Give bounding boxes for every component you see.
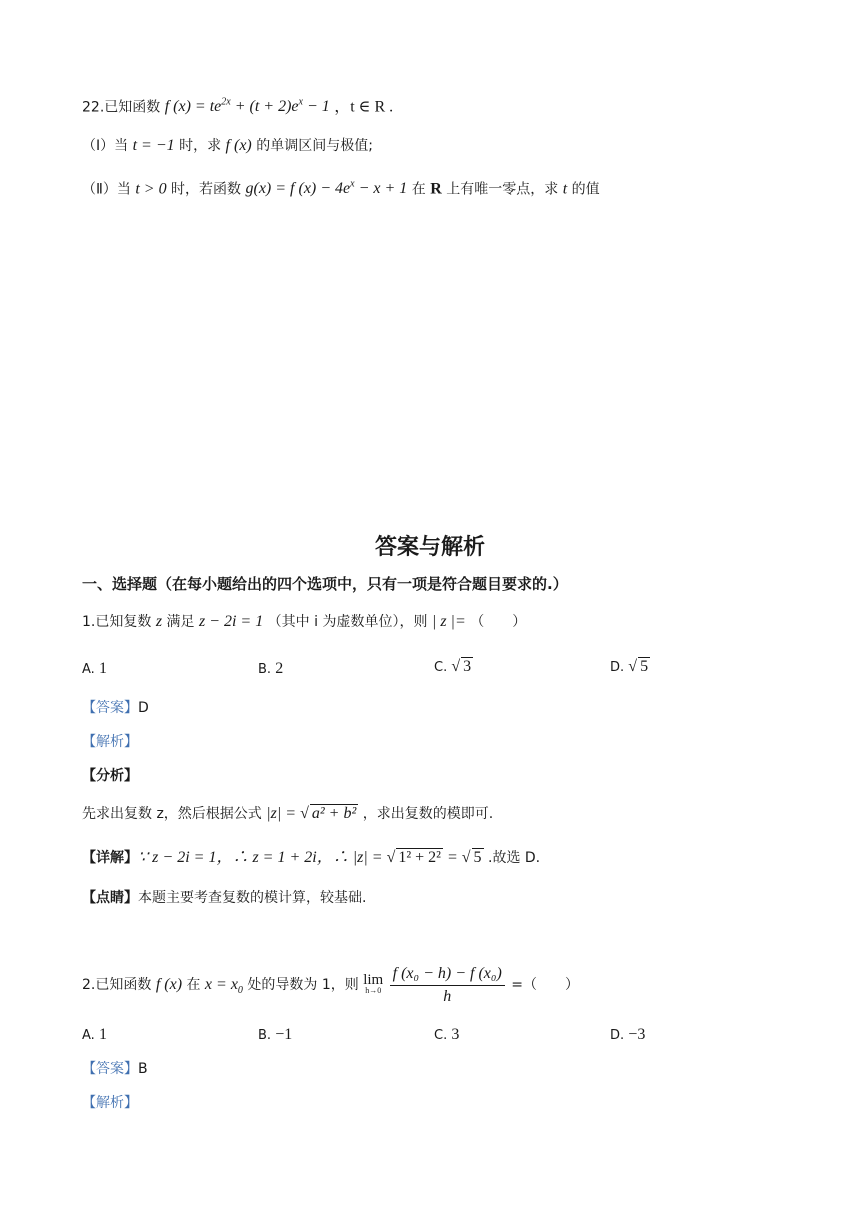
q1-fenxi xyxy=(82,803,493,825)
dianjing-tag: 【点睛】 xyxy=(82,890,138,906)
q1-fenxi-lhs: |z| = xyxy=(266,805,301,822)
q22-stem xyxy=(82,92,393,118)
q2-stem-mid: 在 xyxy=(186,977,201,993)
q2-option-b: B. −1 xyxy=(258,1026,293,1043)
q1-answer xyxy=(82,697,149,719)
sqrt-symbol: √ a² + b² xyxy=(300,805,357,822)
q1-option-c: C. √ 3 xyxy=(434,658,472,675)
q22-part2-suffix2: 上有唯一零点，求 xyxy=(446,181,559,198)
q2-point: $x = x_0$ xyxy=(204,976,243,997)
answer-tag: 【答案】 xyxy=(82,1061,138,1077)
q1-stem-paren: （其中 i 为虚数单位），则 xyxy=(267,614,428,630)
q22-part1-func: f (x) xyxy=(225,137,252,154)
answer-tag: 【答案】 xyxy=(82,700,138,716)
sqrt-symbol: √ 5 xyxy=(461,849,482,866)
q1-option-b: B. 2 xyxy=(258,660,284,677)
q22-part2 xyxy=(82,174,600,200)
q2-func: f (x) xyxy=(155,976,183,993)
q1-fenxi-tag: 【分析】 xyxy=(82,768,138,784)
q2-analysis-tag: 【解析】 xyxy=(82,1095,138,1111)
q2-tail: =（ ） xyxy=(511,977,579,993)
answers-title: 答案与解析 xyxy=(374,535,485,560)
q22-part2-t: t xyxy=(562,180,568,198)
q2-option-a: A. 1 xyxy=(82,1026,107,1043)
sqrt-symbol: √ 3 xyxy=(451,658,472,675)
q22-part2-func: g(x) = f $(x) - 4e^x - x + 1$ xyxy=(245,179,408,198)
q1-fenxi-text2: ，求出复数的模即可. xyxy=(362,806,494,822)
q1-fenxi-text1: 先求出复数 z，然后根据公式 xyxy=(82,806,262,822)
q1-equation: z − 2i = 1 xyxy=(198,613,264,630)
detail-tag: 【详解】 xyxy=(82,850,138,866)
answer-value: B xyxy=(138,1061,148,1077)
q2-option-d: D. −3 xyxy=(610,1026,646,1043)
q1-analysis-tag: 【解析】 xyxy=(82,734,138,750)
q1-stem xyxy=(82,611,526,633)
q22-part2-suffix3: 的值 xyxy=(571,181,600,198)
q1-blank: （ ） xyxy=(470,614,527,630)
q22-part1 xyxy=(82,135,373,157)
q1-stem-prefix: 1.已知复数 xyxy=(82,614,152,630)
q22-part2-R: R xyxy=(430,180,442,198)
q1-option-d: D. √ 5 xyxy=(610,658,649,675)
q22-function: f $(x) = te^{2x} + (t + 2)e^x - 1$ xyxy=(164,97,330,116)
q2-limit: lim h→0 xyxy=(363,971,384,995)
q2-option-c: C. 3 xyxy=(434,1026,460,1043)
q22-part2-prefix: （Ⅱ）当 xyxy=(82,181,131,198)
q22-part1-suffix: 的单调区间与极值; xyxy=(256,138,373,154)
q1-abs: | z |= xyxy=(431,613,466,630)
answer-value: D xyxy=(138,700,149,716)
section-heading: 一、选择题（在每小题给出的四个选项中，只有一项是符合题目要求的.） xyxy=(82,575,568,593)
q22-stem-prefix: 22.已知函数 xyxy=(82,99,161,116)
sqrt-symbol: √ 1² + 2² xyxy=(386,849,441,866)
q22-part2-suffix1: 在 xyxy=(411,181,426,198)
q2-fraction: $\frac{\text{f (x₀ − h) − f (x₀)}}{h}$ xyxy=(390,965,505,1006)
sqrt-symbol: √ 5 xyxy=(628,658,649,675)
q22-part2-mid: 时，若函数 xyxy=(171,181,242,198)
q2-stem-mid2: 处的导数为 1，则 xyxy=(247,977,359,993)
q2-answer xyxy=(82,1058,148,1080)
q22-part1-mid: 时，求 xyxy=(179,138,222,154)
q22-condition: ，t ∈ R . xyxy=(334,98,394,116)
q22-part1-cond: t = −1 xyxy=(132,137,175,154)
q1-detail: 【详解】∵ z − 2i = 1，∴ z = 1 + 2i，∴ |z| = √ 1² + 2² = √ 5 .故选 D. xyxy=(82,847,540,869)
q22-part2-cond: t > 0 xyxy=(135,180,167,198)
q1-stem-mid: 满足 xyxy=(166,614,195,630)
q1-option-a: A. 1 xyxy=(82,660,107,677)
q2-stem-prefix: 2.已知函数 xyxy=(82,977,152,993)
q1-dianjing xyxy=(82,887,366,909)
q2-stem xyxy=(82,962,579,1008)
q22-part1-prefix: （Ⅰ）当 xyxy=(82,138,129,154)
q1-z: z xyxy=(155,613,163,630)
dianjing-text: 本题主要考查复数的模计算，较基础. xyxy=(138,890,367,906)
